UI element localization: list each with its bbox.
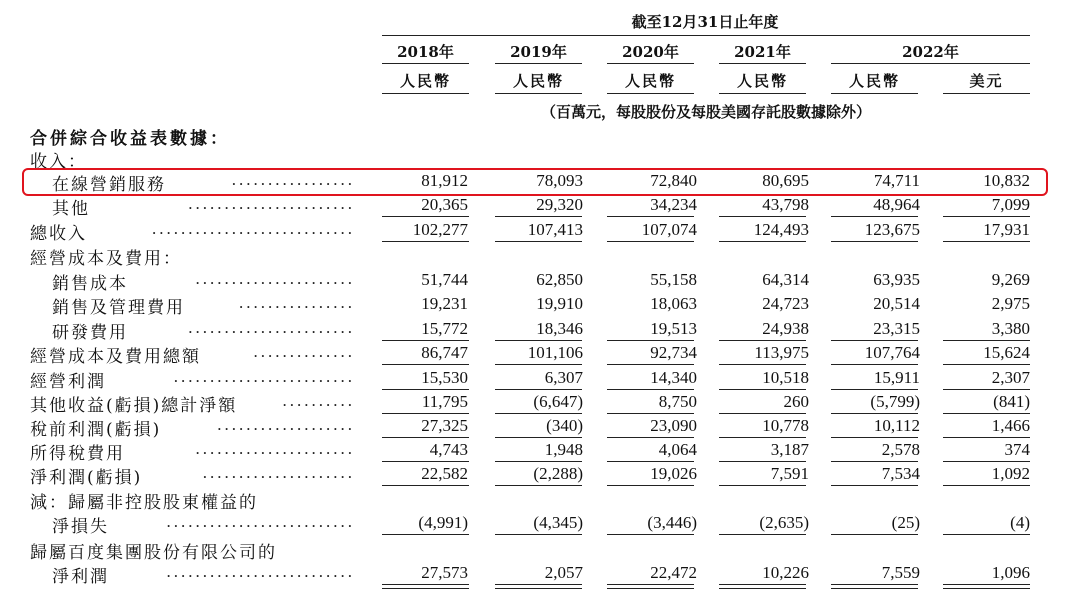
cell-value: 86,747 — [421, 343, 468, 362]
row-label: 銷售及管理費用 — [52, 298, 185, 318]
row-rule — [719, 241, 806, 242]
cell-value: 63,935 — [873, 270, 920, 289]
cell-value: 10,778 — [762, 416, 809, 435]
row-rule — [719, 413, 806, 414]
cell-value: 34,234 — [650, 195, 697, 214]
leader-dots: ....................... — [188, 194, 355, 213]
highlight-box — [22, 168, 1048, 196]
cell-value: (3,446) — [647, 513, 697, 532]
cell-value: 2,975 — [991, 294, 1030, 313]
row-label: 在線營銷服務 — [52, 175, 166, 195]
year-label: 2020年 — [622, 43, 679, 61]
cell-value: 19,513 — [650, 319, 697, 338]
currency-rule — [495, 93, 582, 94]
cell-value: (4,991) — [418, 513, 468, 532]
row-rule — [607, 216, 694, 217]
row-rule — [607, 413, 694, 414]
row-rule — [607, 241, 694, 242]
cell-value: 92,734 — [650, 343, 697, 362]
row-label: 經營成本及費用： — [30, 249, 182, 269]
cell-value: 27,573 — [421, 563, 468, 582]
cell-value: 8,750 — [658, 392, 697, 411]
row-rule — [495, 461, 582, 462]
cell-value: 24,723 — [762, 294, 809, 313]
cell-value: 24,938 — [762, 319, 809, 338]
row-rule — [495, 364, 582, 365]
cell-value: 78,093 — [536, 171, 583, 190]
cell-value: 11,795 — [421, 392, 468, 411]
row-rule — [382, 534, 469, 535]
leader-dots: .............. — [253, 342, 355, 361]
row-label: 經營成本及費用總額 — [30, 347, 201, 367]
row-label: 淨損失 — [52, 517, 109, 537]
cell-value: 107,764 — [864, 343, 920, 362]
row-rule-double — [495, 588, 582, 589]
cell-value: 7,591 — [770, 464, 809, 483]
row-rule — [831, 437, 918, 438]
cell-value: 15,911 — [873, 368, 920, 387]
row-rule — [719, 485, 806, 486]
period-rule — [382, 35, 1030, 36]
cell-value: 17,931 — [983, 220, 1030, 239]
row-rule — [607, 437, 694, 438]
row-rule — [495, 584, 582, 585]
cell-value: 15,772 — [421, 319, 468, 338]
row-label: 其他 — [52, 199, 90, 219]
row-rule — [831, 389, 918, 390]
row-rule — [607, 534, 694, 535]
year-rule — [495, 63, 582, 64]
currency-label: 人民幣 — [736, 72, 788, 90]
cell-value: 19,231 — [421, 294, 468, 313]
cell-value: 7,534 — [881, 464, 920, 483]
cell-value: 15,530 — [421, 368, 468, 387]
year-label: 2019年 — [510, 43, 567, 61]
cell-value: 123,675 — [864, 220, 920, 239]
row-rule-double — [607, 588, 694, 589]
cell-value: 20,514 — [873, 294, 920, 313]
row-rule — [831, 216, 918, 217]
cell-value: 62,850 — [536, 270, 583, 289]
cell-value: 260 — [783, 392, 809, 411]
cell-value: 23,090 — [650, 416, 697, 435]
row-rule — [719, 461, 806, 462]
row-label: 所得稅費用 — [30, 444, 125, 464]
currency-label: 人民幣 — [624, 72, 676, 90]
row-rule — [382, 437, 469, 438]
cell-value: 10,226 — [762, 563, 809, 582]
cell-value: 1,466 — [991, 416, 1030, 435]
currency-rule — [831, 93, 918, 94]
section-title: 合併綜合收益表數據： — [30, 129, 230, 149]
row-rule — [607, 389, 694, 390]
cell-value: 74,711 — [873, 171, 920, 190]
row-rule — [719, 364, 806, 365]
year-label: 2022年 — [902, 43, 959, 61]
row-rule — [495, 216, 582, 217]
cell-value: 101,106 — [527, 343, 583, 362]
currency-label: 人民幣 — [848, 72, 900, 90]
row-rule — [943, 534, 1030, 535]
row-label: 研發費用 — [52, 323, 128, 343]
row-label: 收入： — [30, 152, 87, 172]
row-rule — [495, 485, 582, 486]
cell-value: (5,799) — [870, 392, 920, 411]
cell-value: 18,346 — [536, 319, 583, 338]
row-rule — [719, 534, 806, 535]
row-rule — [943, 389, 1030, 390]
cell-value: 1,092 — [991, 464, 1030, 483]
cell-value: 124,493 — [753, 220, 809, 239]
leader-dots: ................. — [231, 170, 355, 189]
row-label: 總收入 — [30, 224, 87, 244]
leader-dots: ......................... — [173, 367, 355, 386]
cell-value: 81,912 — [421, 171, 468, 190]
cell-value: 3,187 — [770, 440, 809, 459]
leader-dots: ............................ — [152, 219, 355, 238]
cell-value: (2,288) — [533, 464, 583, 483]
cell-value: 22,582 — [421, 464, 468, 483]
cell-value: 19,910 — [536, 294, 583, 313]
cell-value: 10,832 — [983, 171, 1030, 190]
currency-rule — [943, 93, 1030, 94]
cell-value: 80,695 — [762, 171, 809, 190]
leader-dots: .......................... — [166, 562, 355, 581]
row-label: 銷售成本 — [52, 274, 128, 294]
row-rule — [607, 584, 694, 585]
cell-value: 22,472 — [650, 563, 697, 582]
cell-value: 374 — [1004, 440, 1030, 459]
year-label: 2021年 — [734, 43, 791, 61]
cell-value: 18,063 — [650, 294, 697, 313]
cell-value: 1,948 — [544, 440, 583, 459]
row-rule-double — [382, 588, 469, 589]
row-rule — [495, 241, 582, 242]
row-rule — [831, 340, 918, 341]
row-rule — [719, 389, 806, 390]
cell-value: 4,064 — [658, 440, 697, 459]
cell-value: 2,057 — [544, 563, 583, 582]
cell-value: 48,964 — [873, 195, 920, 214]
row-rule — [382, 485, 469, 486]
cell-value: (4,345) — [533, 513, 583, 532]
row-rule-double — [943, 588, 1030, 589]
row-rule — [831, 485, 918, 486]
leader-dots: ................... — [217, 415, 355, 434]
cell-value: 19,026 — [650, 464, 697, 483]
cell-value: (2,635) — [759, 513, 809, 532]
row-rule — [943, 364, 1030, 365]
row-rule — [495, 413, 582, 414]
cell-value: 107,413 — [527, 220, 583, 239]
row-label: 淨利潤(虧損) — [30, 468, 143, 488]
row-rule — [495, 534, 582, 535]
currency-label: 人民幣 — [512, 72, 564, 90]
year-rule — [719, 63, 806, 64]
cell-value: 107,074 — [641, 220, 697, 239]
row-rule — [719, 584, 806, 585]
row-label: 經營利潤 — [30, 372, 106, 392]
cell-value: 10,112 — [873, 416, 920, 435]
row-rule-double — [719, 588, 806, 589]
cell-value: 43,798 — [762, 195, 809, 214]
cell-value: 9,269 — [991, 270, 1030, 289]
cell-value: (25) — [891, 513, 920, 532]
row-rule — [943, 340, 1030, 341]
row-rule — [382, 413, 469, 414]
cell-value: 27,325 — [421, 416, 468, 435]
row-rule — [831, 584, 918, 585]
row-rule — [719, 437, 806, 438]
cell-value: 64,314 — [762, 270, 809, 289]
row-rule — [943, 461, 1030, 462]
row-label: 稅前利潤(虧損) — [30, 420, 162, 440]
leader-dots: .......... — [282, 391, 355, 410]
row-rule — [382, 584, 469, 585]
cell-value: (841) — [993, 392, 1030, 411]
row-rule — [831, 364, 918, 365]
row-rule — [719, 340, 806, 341]
row-rule — [382, 389, 469, 390]
row-rule — [607, 485, 694, 486]
row-label: 歸屬百度集團股份有限公司的 — [30, 543, 277, 563]
row-rule — [382, 461, 469, 462]
cell-value: 3,380 — [991, 319, 1030, 338]
cell-value: (340) — [546, 416, 583, 435]
unit-note: （百萬元，每股股份及每股美國存託股數據除外） — [540, 103, 871, 121]
cell-value: 2,578 — [881, 440, 920, 459]
row-rule — [943, 437, 1030, 438]
year-rule — [382, 63, 469, 64]
cell-value: (4) — [1010, 513, 1030, 532]
row-rule — [943, 216, 1030, 217]
cell-value: 29,320 — [536, 195, 583, 214]
cell-value: 7,559 — [881, 563, 920, 582]
leader-dots: ...................... — [195, 269, 355, 288]
currency-rule — [607, 93, 694, 94]
leader-dots: ...................... — [195, 439, 355, 458]
row-rule — [382, 216, 469, 217]
row-rule — [943, 485, 1030, 486]
row-rule — [831, 241, 918, 242]
cell-value: 23,315 — [873, 319, 920, 338]
cell-value: 55,158 — [650, 270, 697, 289]
cell-value: 72,840 — [650, 171, 697, 190]
currency-label: 人民幣 — [399, 72, 451, 90]
cell-value: 10,518 — [762, 368, 809, 387]
row-rule — [495, 437, 582, 438]
row-rule-double — [831, 588, 918, 589]
leader-dots: ....................... — [188, 318, 355, 337]
cell-value: 1,096 — [991, 563, 1030, 582]
row-label: 淨利潤 — [52, 567, 109, 587]
leader-dots: ..................... — [202, 463, 355, 482]
cell-value: 7,099 — [991, 195, 1030, 214]
row-rule — [382, 241, 469, 242]
year-label: 2018年 — [397, 43, 454, 61]
year-rule — [607, 63, 694, 64]
year-rule — [831, 63, 1030, 64]
row-rule — [607, 461, 694, 462]
row-rule — [831, 413, 918, 414]
row-rule — [607, 364, 694, 365]
row-rule — [382, 340, 469, 341]
row-rule — [943, 241, 1030, 242]
period-header: 截至12月31日止年度 — [631, 13, 779, 31]
row-rule — [943, 584, 1030, 585]
cell-value: 102,277 — [412, 220, 468, 239]
cell-value: 15,624 — [983, 343, 1030, 362]
currency-label: 美元 — [969, 72, 1004, 90]
cell-value: 113,975 — [754, 343, 809, 362]
row-rule — [495, 340, 582, 341]
cell-value: 4,743 — [429, 440, 468, 459]
row-rule — [831, 534, 918, 535]
cell-value: 2,307 — [991, 368, 1030, 387]
row-rule — [495, 389, 582, 390]
cell-value: 6,307 — [544, 368, 583, 387]
cell-value: 14,340 — [650, 368, 697, 387]
leader-dots: .......................... — [166, 512, 355, 531]
row-rule — [831, 461, 918, 462]
cell-value: 51,744 — [421, 270, 468, 289]
currency-rule — [719, 93, 806, 94]
currency-rule — [382, 93, 469, 94]
cell-value: 20,365 — [421, 195, 468, 214]
row-label: 減：歸屬非控股股東權益的 — [30, 493, 258, 513]
leader-dots: ................ — [239, 293, 355, 312]
row-rule — [382, 364, 469, 365]
row-rule — [607, 340, 694, 341]
cell-value: (6,647) — [533, 392, 583, 411]
row-rule — [719, 216, 806, 217]
row-rule — [943, 413, 1030, 414]
row-label: 其他收益(虧損)總計淨額 — [30, 396, 238, 416]
